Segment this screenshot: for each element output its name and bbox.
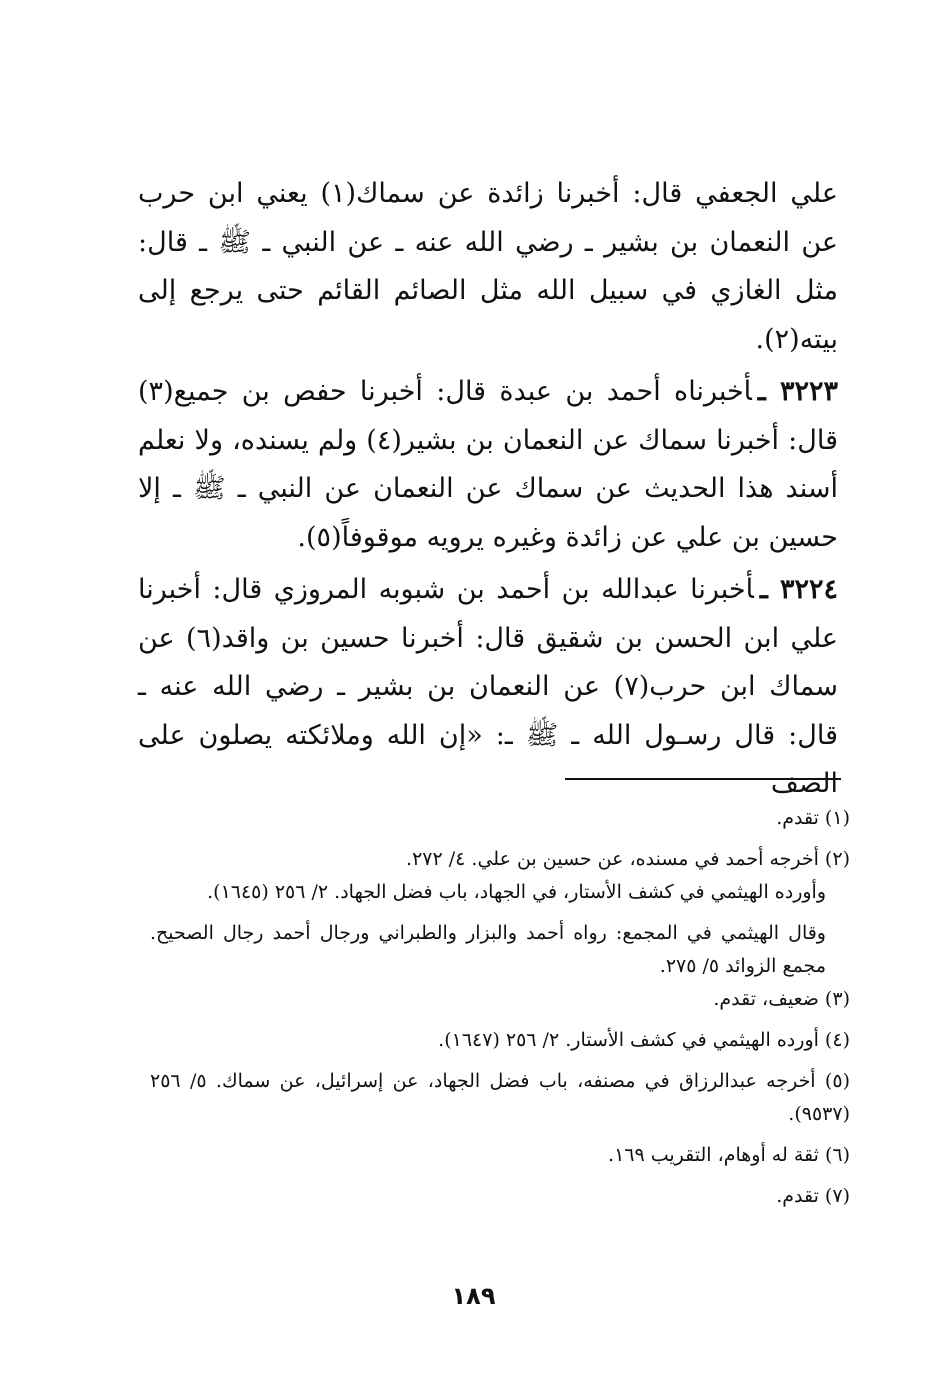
footnote-6: (٦) ثقة له أوهام، التقريب ١٦٩. bbox=[608, 1144, 850, 1166]
footnote-2-continuation: وأورده الهيثمي في كشف الأستار، في الجهاد، باب فضل الجهاد. ٢/ ٢٥٦ (١٦٤٥). bbox=[207, 881, 826, 903]
footnote-2-continuation: وقال الهيثمي في المجمع: رواه أحمد والبزار والطبراني ورجال أحمد رجال الصحيح. مجمع الزوائد ٥/ ٢٧٥. bbox=[150, 922, 826, 977]
footnote-5: (٥) أخرجه عبدالرزاق في مصنفه، باب فضل الجهاد، عن إسرائيل، عن سماك. ٥/ ٢٥٦ (٩٥٣٧). bbox=[150, 1070, 850, 1125]
footnote-divider bbox=[565, 778, 841, 780]
intro-paragraph: علي الجعفي قال: أخبرنا زائدة عن سماك(١) يعني ابن حرب عن النعمان بن بشير ـ رضي الله عنه ـ عن النبي ـ ﷺ ـ قال: مثل الغازي في سبيل الله مثل الصائم القائم حتى يرجع إلى بيته(٢). bbox=[138, 178, 838, 355]
hadith-3224 bbox=[138, 566, 838, 809]
footnote-3: (٣) ضعيف، تقدم. bbox=[713, 988, 850, 1010]
main-text-block bbox=[138, 170, 838, 809]
footnote-1: (١) تقدم. bbox=[776, 807, 850, 829]
hadith-number: ٣٢٢٣ ـ bbox=[757, 376, 838, 407]
hadith-3223 bbox=[138, 368, 838, 562]
footnotes-block bbox=[150, 802, 850, 1213]
hadith-text: أخبرنا عبدالله بن أحمد بن شبوبه المروزي قال: أخبرنا علي ابن الحسن بن شقيق قال: أخبرنا حسين بن واقد(٦) عن سماك ابن حرب(٧) عن النعمان بن بشير ـ رضي الله عنه ـ قال: قال رسـول الله ـ ﷺ ـ: «إن الله وملائكته يصلون على الصف bbox=[138, 574, 839, 799]
footnote-4: (٤) أورده الهيثمي في كشف الأستار. ٢/ ٢٥٦ (١٦٤٧). bbox=[438, 1029, 850, 1051]
page-number: ١٨٩ bbox=[451, 1282, 496, 1310]
footnote-2: (٢) أخرجه أحمد في مسنده، عن حسين بن علي. ٤/ ٢٧٢. bbox=[406, 848, 850, 870]
hadith-text: أخبرناه أحمد بن عبدة قال: أخبرنا حفص بن جميع(٣) قال: أخبرنا سماك عن النعمان بن بشير(٤) ولم يسنده، ولا نعلم أسند هذا الحديث عن سماك عن النعمان عن النبي ـ ﷺ ـ إلا حسين بن علي عن زائدة وغيره يرويه موقوفاً(٥). bbox=[138, 376, 839, 553]
footnote-7: (٧) تقدم. bbox=[776, 1185, 850, 1207]
hadith-number: ٣٢٢٤ ـ bbox=[759, 574, 839, 605]
